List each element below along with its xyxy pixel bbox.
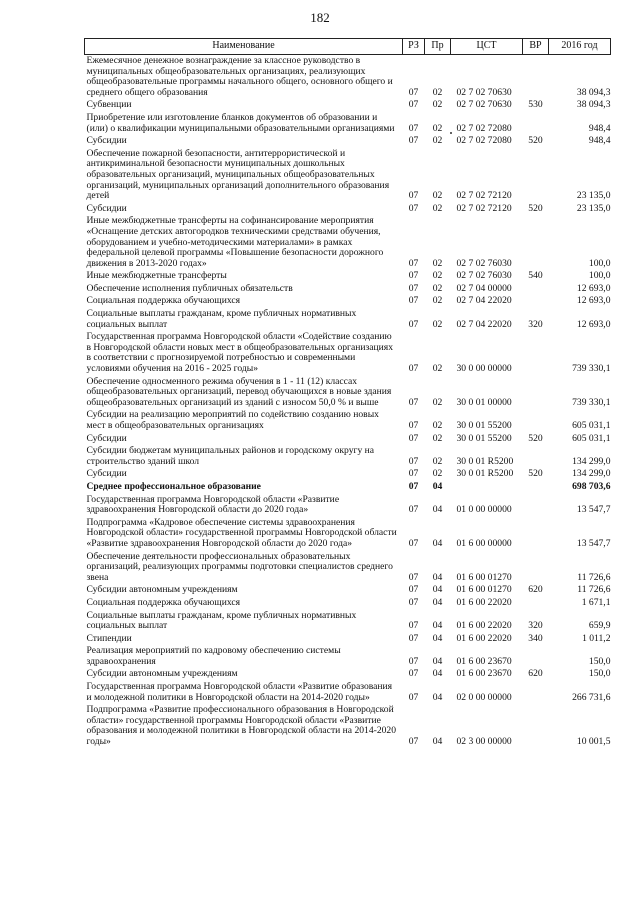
- cell-sum: 739 330,1: [572, 396, 611, 408]
- cell-name: Субсидии автономным учреждениям: [86, 584, 238, 596]
- cell-sum: 150,0: [588, 668, 611, 680]
- table-row: [85, 468, 611, 481]
- cell-sum: 698 703,6: [572, 480, 611, 492]
- cell-rz: 07: [408, 295, 419, 307]
- cell-sum: 100,0: [588, 257, 611, 269]
- cell-pr: 02: [432, 202, 443, 214]
- cell-vr: [523, 376, 549, 410]
- cell-cst: 30 0 01 R5200: [456, 468, 514, 480]
- table-row: [85, 376, 611, 410]
- cell-pr: 02: [432, 396, 443, 408]
- cell-cst: 02 7 02 76030: [456, 257, 512, 269]
- cell-name: Приобретение или изготовление бланков документов об образовании и (или) о квалификации муниципальными образовательными организациями: [86, 111, 395, 134]
- table-row: [85, 99, 611, 112]
- cell-name: Подпрограмма «Развитие профессионального образования в Новгородской области» государственной программы Новгородской области «Развитие образования и молодежной политики в Новгородской области на 2014-2020 годы»: [86, 704, 397, 748]
- table-row: [85, 645, 611, 668]
- table-row: [85, 584, 611, 597]
- cell-rz: 07: [408, 468, 419, 480]
- cell-vr: 320: [528, 620, 543, 632]
- cell-cst: 02 7 02 72080: [456, 122, 512, 134]
- cell-sum: 948,4: [588, 122, 611, 134]
- cell-name: Государственная программа Новгородской области «Содействие созданию в Новгородской области новых мест в общеобразовательных организациях в соответствии с прогнозируемой потребностью и современными условиями обучения на 2016 - 2025 годы»: [86, 331, 394, 375]
- cell-cst: 02 7 02 70630: [456, 86, 512, 98]
- cell-pr: 04: [432, 691, 443, 703]
- cell-sum: 13 547,7: [576, 537, 611, 549]
- cell-pr: 04: [432, 620, 443, 632]
- table-row: [85, 283, 611, 296]
- cell-rz: 07: [408, 571, 419, 583]
- cell-vr: [523, 331, 549, 375]
- cell-vr: 520: [528, 135, 543, 147]
- cell-sum: 948,4: [588, 135, 611, 147]
- cell-cst: 01 6 00 01270: [456, 584, 512, 596]
- cell-vr: [523, 645, 549, 668]
- cell-rz: 07: [408, 655, 419, 667]
- table-row: [85, 409, 611, 432]
- cell-cst: 01 6 00 22020: [456, 620, 512, 632]
- cell-vr: [523, 295, 549, 308]
- cell-pr: 04: [432, 668, 443, 680]
- header-name: Наименование: [85, 39, 403, 55]
- cell-pr: 04: [432, 571, 443, 583]
- cell-rz: 07: [408, 318, 419, 330]
- cell-sum: 266 731,6: [572, 691, 611, 703]
- cell-pr: 04: [432, 736, 443, 748]
- cell-vr: [523, 445, 549, 468]
- cell-pr: 02: [432, 135, 443, 147]
- cell-name: Обеспечение деятельности профессиональных образовательных организаций, реализующих программы подготовки специалистов среднего звена: [86, 550, 393, 583]
- cell-cst: 02 7 04 00000: [456, 282, 512, 294]
- cell-vr: [523, 215, 549, 270]
- table-row: [85, 203, 611, 216]
- cell-rz: 07: [408, 396, 419, 408]
- cell-sum: 10 001,5: [576, 736, 611, 748]
- cell-vr: 320: [528, 318, 543, 330]
- cell-rz: 07: [408, 202, 419, 214]
- header-rz: РЗ: [403, 39, 425, 55]
- cell-vr: [523, 494, 549, 517]
- cell-cst: 30 0 01 R5200: [456, 455, 514, 467]
- cell-name: Стипендии: [86, 632, 132, 644]
- cell-cst: 02 7 02 72120: [456, 202, 512, 214]
- cell-pr: 04: [432, 655, 443, 667]
- table-row: [85, 481, 611, 494]
- cell-sum: 605 031,1: [572, 420, 611, 431]
- cell-rz: 07: [408, 257, 419, 269]
- cell-sum: 150,0: [588, 655, 611, 667]
- cell-rz: 07: [408, 363, 419, 375]
- cell-sum: 38 094,3: [576, 99, 611, 111]
- cell-sum: 134 299,0: [572, 468, 611, 480]
- cell-sum: 134 299,0: [572, 455, 611, 467]
- table-body: [85, 55, 611, 749]
- table-row: [85, 597, 611, 610]
- cell-name: Социальная поддержка обучающихся: [86, 596, 241, 608]
- scan-speck: [450, 132, 452, 134]
- cell-name: Реализация мероприятий по кадровому обеспечению системы здравоохранения: [86, 645, 341, 667]
- header-vr: ВР: [523, 39, 549, 55]
- header-year: 2016 год: [549, 39, 611, 55]
- cell-sum: 1 011,2: [582, 632, 611, 644]
- table-row: [85, 215, 611, 270]
- cell-sum: 11 726,6: [577, 584, 611, 596]
- cell-vr: 520: [528, 432, 543, 444]
- cell-vr: 340: [528, 632, 543, 644]
- cell-sum: 23 135,0: [576, 190, 611, 202]
- table-row: [85, 308, 611, 331]
- cell-vr: [523, 551, 549, 585]
- cell-rz: 07: [408, 86, 419, 98]
- cell-pr: 04: [432, 537, 443, 549]
- cell-rz: 07: [408, 632, 419, 644]
- cell-rz: 07: [408, 691, 419, 703]
- cell-vr: 620: [528, 668, 543, 680]
- cell-sum: 12 693,0: [576, 295, 611, 307]
- cell-rz: 07: [408, 504, 419, 516]
- table-row: [85, 681, 611, 704]
- table-header-row: [85, 39, 611, 55]
- cell-cst: 01 6 00 23670: [456, 668, 512, 680]
- cell-cst: 02 7 02 70630: [456, 99, 512, 111]
- cell-sum: 605 031,1: [572, 432, 611, 444]
- cell-name: Субсидии: [86, 135, 127, 147]
- cell-vr: [523, 148, 549, 203]
- cell-pr: 02: [432, 468, 443, 480]
- table-row: [85, 445, 611, 468]
- cell-name: Социальные выплаты гражданам, кроме публичных нормативных социальных выплат: [86, 308, 357, 330]
- cell-rz: 07: [408, 480, 419, 492]
- cell-rz: 07: [408, 190, 419, 202]
- cell-pr: 02: [432, 99, 443, 111]
- table-row: [85, 112, 611, 135]
- cell-pr: 02: [432, 318, 443, 330]
- cell-name: Иные межбюджетные трансферты на софинансирование мероприятия «Оснащение детских автогородков техническими средствами обучения, оборудованием и учебно-методическими материалами» в рамках федеральной целевой программы «Повышение безопасности дорожного движения в 2013-2020 годах»: [86, 215, 384, 269]
- cell-vr: [523, 597, 549, 610]
- cell-cst: 02 7 04 22020: [456, 295, 512, 307]
- table-row: [85, 633, 611, 646]
- cell-cst: 01 6 00 23670: [456, 655, 512, 667]
- cell-sum: 12 693,0: [576, 282, 611, 294]
- cell-pr: 02: [432, 122, 443, 134]
- cell-rz: 07: [408, 668, 419, 680]
- cell-name: Подпрограмма «Кадровое обеспечение системы здравоохранения Новгородской области» государственной программы Новгородской области «Развитие здравоохранения Новгородской области до 2020 года»: [86, 516, 397, 549]
- cell-name: Среднее профессиональное образование: [86, 480, 261, 492]
- table-row: [85, 135, 611, 148]
- cell-name: Субсидии на реализацию мероприятий по содействию созданию новых мест в общеобразовательных организациях: [86, 409, 379, 431]
- cell-name: Обеспечение односменного режима обучения в 1 - 11 (12) классах общеобразовательных организаций, перевод обучающихся в новые здания общеобразовательных организаций из зданий с износом 50,0 % и выше: [86, 375, 392, 408]
- cell-cst: 02 7 04 22020: [456, 318, 512, 330]
- cell-sum: 11 726,6: [577, 571, 611, 583]
- table-row: [85, 270, 611, 283]
- cell-pr: 04: [432, 596, 443, 608]
- header-pr: Пр: [425, 39, 451, 55]
- cell-rz: 07: [408, 537, 419, 549]
- cell-pr: 02: [432, 455, 443, 467]
- cell-sum: 23 135,0: [576, 202, 611, 214]
- cell-cst: 02 0 00 00000: [456, 691, 512, 703]
- cell-pr: 02: [432, 432, 443, 444]
- cell-rz: 07: [408, 270, 419, 282]
- cell-pr: 04: [432, 584, 443, 596]
- cell-pr: 02: [432, 190, 443, 202]
- cell-cst: 01 0 00 00000: [456, 504, 512, 516]
- cell-sum: 12 693,0: [576, 318, 611, 330]
- cell-vr: 530: [528, 99, 543, 111]
- cell-cst: 02 7 02 72080: [456, 135, 512, 147]
- cell-pr: 02: [432, 363, 443, 375]
- cell-name: Обеспечение исполнения публичных обязательств: [86, 282, 293, 294]
- cell-rz: 07: [408, 596, 419, 608]
- table-row: [85, 295, 611, 308]
- table-row: [85, 704, 611, 748]
- cell-name: Субсидии автономным учреждениям: [86, 668, 238, 680]
- table-row: [85, 517, 611, 551]
- cell-cst: 30 0 00 00000: [456, 363, 512, 375]
- cell-name: Социальная поддержка обучающихся: [86, 295, 241, 307]
- cell-cst: 02 7 02 76030: [456, 270, 512, 282]
- cell-name: Иные межбюджетные трансферты: [86, 270, 227, 282]
- cell-vr: [523, 681, 549, 704]
- cell-pr: 02: [432, 257, 443, 269]
- cell-vr: 540: [528, 270, 543, 282]
- cell-cst: 02 7 02 72120: [456, 190, 512, 202]
- cell-pr: 02: [432, 270, 443, 282]
- cell-sum: 1 671,1: [581, 596, 611, 608]
- cell-pr: 04: [432, 632, 443, 644]
- cell-vr: 520: [528, 468, 543, 480]
- cell-rz: 07: [408, 282, 419, 294]
- cell-cst: 01 6 00 00000: [456, 537, 512, 549]
- table-row: [85, 610, 611, 633]
- cell-rz: 07: [408, 584, 419, 596]
- cell-name: Субсидии: [86, 432, 127, 444]
- cell-pr: 02: [432, 86, 443, 98]
- cell-pr: 04: [432, 504, 443, 516]
- cell-rz: 07: [408, 135, 419, 147]
- cell-cst: [451, 481, 523, 494]
- cell-cst: 30 0 01 00000: [456, 396, 512, 408]
- cell-pr: 04: [432, 480, 443, 492]
- cell-sum: 100,0: [588, 270, 611, 282]
- table-row: [85, 668, 611, 681]
- cell-rz: 07: [408, 432, 419, 444]
- cell-name: Субсидии: [86, 202, 127, 214]
- cell-vr: [523, 283, 549, 296]
- cell-sum: 13 547,7: [576, 504, 611, 516]
- cell-name: Государственная программа Новгородской области «Развитие образования и молодежной политики в Новгородской области на 2014-2020 годы»: [86, 681, 393, 703]
- cell-vr: [523, 409, 549, 432]
- cell-name: Субсидии: [86, 468, 127, 480]
- cell-cst: 30 0 01 55200: [456, 420, 512, 431]
- cell-name: Социальные выплаты гражданам, кроме публичных нормативных социальных выплат: [86, 609, 357, 632]
- cell-pr: 02: [432, 420, 443, 431]
- table-row: [85, 551, 611, 585]
- cell-cst: 30 0 01 55200: [456, 432, 512, 444]
- cell-pr: 02: [432, 282, 443, 294]
- page-number: 182: [310, 10, 330, 25]
- cell-sum: 659,9: [588, 620, 611, 632]
- cell-vr: [523, 704, 549, 748]
- cell-name: Субвенции: [86, 99, 132, 111]
- cell-vr: 620: [528, 584, 543, 596]
- cell-rz: 07: [408, 420, 419, 431]
- cell-name: Ежемесячное денежное вознаграждение за классное руководство в муниципальных общеобразовательных организациях, реализующих общеобразовательные программы начального общего, основного общего и среднего общего образования: [86, 55, 393, 98]
- cell-cst: 01 6 00 22020: [456, 632, 512, 644]
- cell-rz: 07: [408, 455, 419, 467]
- table-row: [85, 148, 611, 203]
- cell-pr: 02: [432, 295, 443, 307]
- table-row: [85, 55, 611, 100]
- table-row: [85, 494, 611, 517]
- budget-table: [84, 38, 611, 749]
- cell-cst: 02 3 00 00000: [456, 736, 512, 748]
- cell-cst: 01 6 00 22020: [456, 596, 512, 608]
- cell-vr: [523, 481, 549, 494]
- cell-rz: 07: [408, 620, 419, 632]
- cell-vr: [523, 112, 549, 135]
- cell-vr: [523, 55, 549, 100]
- cell-name: Обеспечение пожарной безопасности, антитеррористической и антикриминальной безопасности муниципальных дошкольных образовательных организаций, муниципальных общеобразовательных организаций, муниципальных организаций дополнительного образования детей: [86, 147, 390, 202]
- header-cst: ЦСТ: [451, 39, 523, 55]
- cell-name: Государственная программа Новгородской области «Развитие здравоохранения Новгородской области до 2020 года»: [86, 493, 340, 516]
- cell-sum: 38 094,3: [576, 86, 611, 98]
- cell-cst: 01 6 00 01270: [456, 571, 512, 583]
- cell-name: Субсидии бюджетам муниципальных районов и городскому округу на строительство зданий школ: [86, 445, 375, 467]
- cell-vr: [523, 517, 549, 551]
- cell-rz: 07: [408, 122, 419, 134]
- cell-rz: 07: [408, 99, 419, 111]
- table-row: [85, 433, 611, 446]
- cell-vr: 520: [528, 202, 543, 214]
- cell-rz: 07: [408, 736, 419, 748]
- cell-sum: 739 330,1: [572, 363, 611, 375]
- table-row: [85, 331, 611, 375]
